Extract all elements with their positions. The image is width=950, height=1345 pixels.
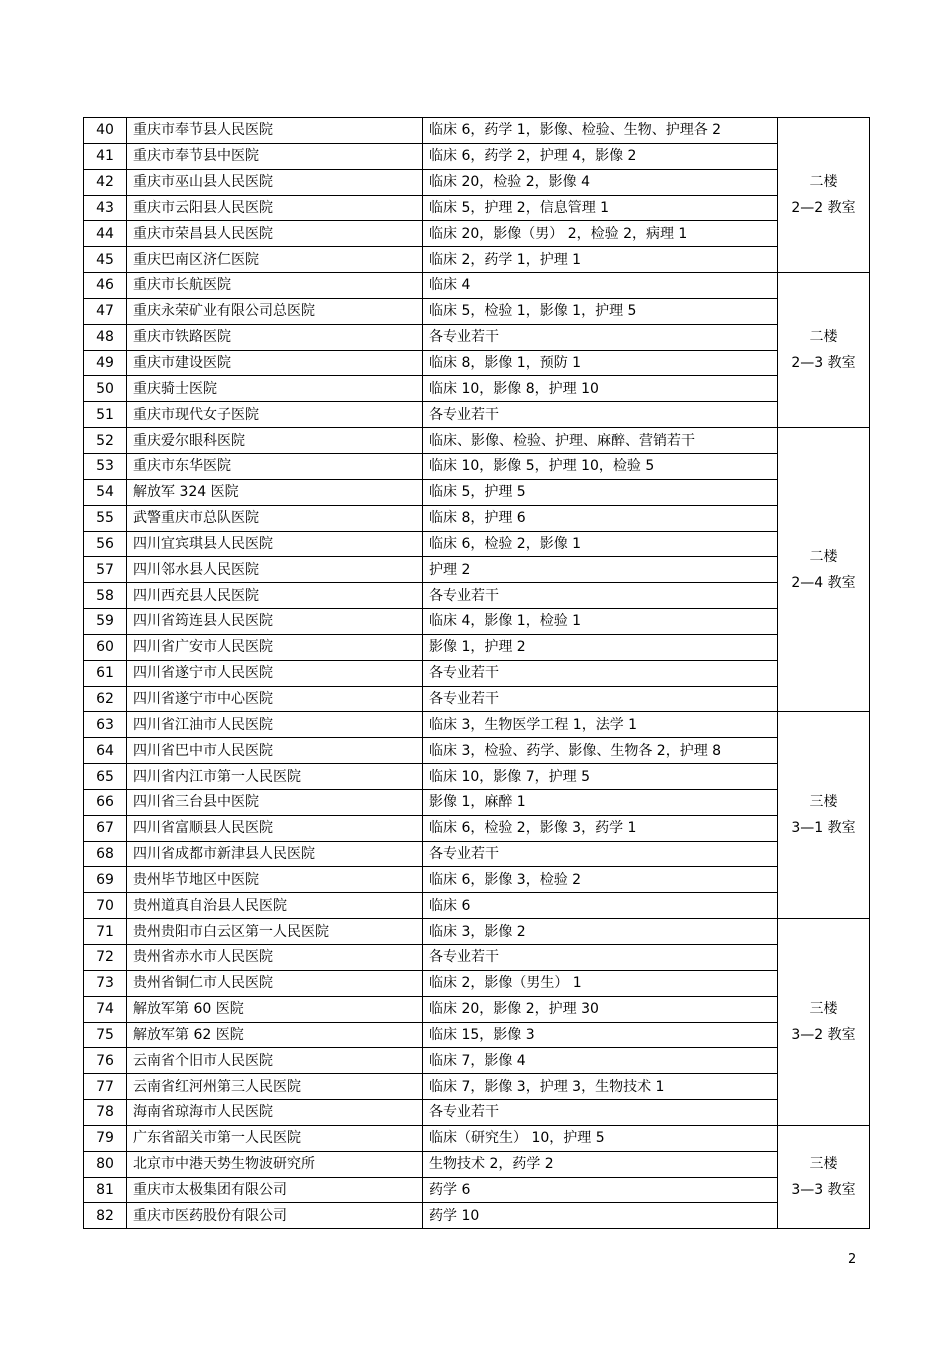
table-row: [84, 273, 870, 299]
row-number: 71: [84, 919, 127, 945]
hospital-name: 重庆市云阳县人民医院: [127, 195, 423, 221]
table-row: [84, 945, 870, 971]
table-row: [84, 118, 870, 144]
row-number: 72: [84, 945, 127, 971]
recruitment-demand: 临床 6，影像 3，检验 2: [423, 867, 778, 893]
recruitment-demand: 临床 2，影像（男生） 1: [423, 970, 778, 996]
room-location: [778, 273, 870, 428]
recruitment-demand: 临床（研究生） 10，护理 5: [423, 1125, 778, 1151]
recruitment-demand: 各专业若干: [423, 402, 778, 428]
recruitment-demand: 临床 10，影像 7，护理 5: [423, 764, 778, 790]
table-row: [84, 764, 870, 790]
table-row: [84, 1100, 870, 1126]
table-row: [84, 324, 870, 350]
room-floor: 二楼: [809, 174, 838, 191]
row-number: 62: [84, 686, 127, 712]
hospital-name: 武警重庆市总队医院: [127, 505, 423, 531]
recruitment-demand: 临床 6，检验 2，影像 1: [423, 531, 778, 557]
table-row: [84, 996, 870, 1022]
recruitment-demand: 临床 6: [423, 893, 778, 919]
table-row: [84, 660, 870, 686]
table-row: [84, 350, 870, 376]
recruitment-demand: 临床 6，药学 2，护理 4，影像 2: [423, 143, 778, 169]
hospital-name: 云南省个旧市人民医院: [127, 1048, 423, 1074]
hospital-name: 重庆市奉节县中医院: [127, 143, 423, 169]
table-row: [84, 376, 870, 402]
recruitment-demand: 各专业若干: [423, 583, 778, 609]
row-number: 80: [84, 1151, 127, 1177]
room-location: [778, 712, 870, 919]
hospital-name: 重庆市现代女子医院: [127, 402, 423, 428]
hospital-name: 解放军 324 医院: [127, 479, 423, 505]
row-number: 44: [84, 221, 127, 247]
row-number: 54: [84, 479, 127, 505]
row-number: 60: [84, 634, 127, 660]
recruitment-demand: 临床 20，检验 2，影像 4: [423, 169, 778, 195]
table-row: [84, 815, 870, 841]
table-row: [84, 428, 870, 454]
row-number: 70: [84, 893, 127, 919]
room-location: [778, 118, 870, 273]
recruitment-demand: 临床 4: [423, 273, 778, 299]
table-row: [84, 789, 870, 815]
row-number: 43: [84, 195, 127, 221]
recruitment-demand: 临床 5，护理 5: [423, 479, 778, 505]
recruitment-demand: 影像 1，护理 2: [423, 634, 778, 660]
table-row: [84, 970, 870, 996]
hospital-name: 贵州省赤水市人民医院: [127, 945, 423, 971]
recruitment-demand: 各专业若干: [423, 841, 778, 867]
hospital-name: 贵州贵阳市白云区第一人民医院: [127, 919, 423, 945]
recruitment-demand: 影像 1，麻醉 1: [423, 789, 778, 815]
row-number: 49: [84, 350, 127, 376]
recruitment-demand: 护理 2: [423, 557, 778, 583]
hospital-name: 四川宜宾琪县人民医院: [127, 531, 423, 557]
recruitment-demand: 临床 6，检验 2，影像 3，药学 1: [423, 815, 778, 841]
row-number: 78: [84, 1100, 127, 1126]
row-number: 68: [84, 841, 127, 867]
table-row: [84, 841, 870, 867]
recruitment-demand: 临床 6，药学 1，影像、检验、生物、护理各 2: [423, 118, 778, 144]
row-number: 59: [84, 609, 127, 635]
table-row: [84, 1151, 870, 1177]
recruitment-demand: 临床 2，药学 1，护理 1: [423, 247, 778, 273]
hospital-name: 重庆爱尔眼科医院: [127, 428, 423, 454]
hospital-name: 四川省内江市第一人民医院: [127, 764, 423, 790]
hospital-name: 重庆市奉节县人民医院: [127, 118, 423, 144]
row-number: 82: [84, 1203, 127, 1229]
row-number: 79: [84, 1125, 127, 1151]
room-number: 3—3 教室: [791, 1182, 856, 1199]
recruitment-demand: 临床 8，影像 1，预防 1: [423, 350, 778, 376]
table-row: [84, 453, 870, 479]
row-number: 42: [84, 169, 127, 195]
hospital-name: 四川省遂宁市中心医院: [127, 686, 423, 712]
table-row: [84, 609, 870, 635]
hospital-name: 四川省富顺县人民医院: [127, 815, 423, 841]
hospital-name: 解放军第 62 医院: [127, 1022, 423, 1048]
hospital-name: 四川西充县人民医院: [127, 583, 423, 609]
table-row: [84, 531, 870, 557]
hospital-name: 重庆市建设医院: [127, 350, 423, 376]
table-row: [84, 634, 870, 660]
hospital-name: 重庆市巫山县人民医院: [127, 169, 423, 195]
row-number: 73: [84, 970, 127, 996]
recruitment-demand: 临床 20，影像 2，护理 30: [423, 996, 778, 1022]
room-location: [778, 428, 870, 712]
row-number: 65: [84, 764, 127, 790]
table-row: [84, 1074, 870, 1100]
table-row: [84, 505, 870, 531]
table-row: [84, 867, 870, 893]
room-location: [778, 1125, 870, 1228]
row-number: 56: [84, 531, 127, 557]
room-floor: 三楼: [809, 1156, 838, 1173]
row-number: 57: [84, 557, 127, 583]
table-row: [84, 298, 870, 324]
row-number: 63: [84, 712, 127, 738]
hospital-name: 云南省红河州第三人民医院: [127, 1074, 423, 1100]
hospital-name: 海南省琼海市人民医院: [127, 1100, 423, 1126]
hospital-name: 重庆市医药股份有限公司: [127, 1203, 423, 1229]
row-number: 52: [84, 428, 127, 454]
hospital-name: 解放军第 60 医院: [127, 996, 423, 1022]
hospital-name: 重庆市铁路医院: [127, 324, 423, 350]
table-row: [84, 686, 870, 712]
recruitment-demand: 各专业若干: [423, 686, 778, 712]
table-row: [84, 143, 870, 169]
table-row: [84, 1177, 870, 1203]
row-number: 55: [84, 505, 127, 531]
table-row: [84, 169, 870, 195]
row-number: 58: [84, 583, 127, 609]
table-row: [84, 919, 870, 945]
table-row: [84, 247, 870, 273]
row-number: 48: [84, 324, 127, 350]
room-number: 2—2 教室: [791, 200, 856, 217]
hospital-name: 北京市中港天势生物波研究所: [127, 1151, 423, 1177]
row-number: 45: [84, 247, 127, 273]
room-number: 2—4 教室: [791, 574, 856, 591]
recruitment-demand: 各专业若干: [423, 1100, 778, 1126]
table-row: [84, 402, 870, 428]
recruitment-demand: 临床 3，生物医学工程 1，法学 1: [423, 712, 778, 738]
row-number: 76: [84, 1048, 127, 1074]
room-number: 3—2 教室: [791, 1027, 856, 1044]
recruitment-demand: 药学 10: [423, 1203, 778, 1229]
hospital-name: 四川省江油市人民医院: [127, 712, 423, 738]
hospital-name: 广东省韶关市第一人民医院: [127, 1125, 423, 1151]
hospital-name: 贵州省铜仁市人民医院: [127, 970, 423, 996]
room-floor: 三楼: [809, 794, 838, 811]
recruitment-demand: 临床 7，影像 4: [423, 1048, 778, 1074]
row-number: 66: [84, 789, 127, 815]
schedule-table: [83, 117, 870, 1229]
hospital-name: 四川省筠连县人民医院: [127, 609, 423, 635]
hospital-name: 四川省三台县中医院: [127, 789, 423, 815]
hospital-name: 四川省遂宁市人民医院: [127, 660, 423, 686]
recruitment-demand: 临床 10，影像 5，护理 10，检验 5: [423, 453, 778, 479]
recruitment-demand: 各专业若干: [423, 660, 778, 686]
hospital-name: 四川省巴中市人民医院: [127, 738, 423, 764]
row-number: 81: [84, 1177, 127, 1203]
recruitment-demand: 临床 7，影像 3，护理 3，生物技术 1: [423, 1074, 778, 1100]
hospital-name: 重庆永荣矿业有限公司总医院: [127, 298, 423, 324]
table-row: [84, 557, 870, 583]
recruitment-demand: 临床 10，影像 8，护理 10: [423, 376, 778, 402]
row-number: 69: [84, 867, 127, 893]
table-row: [84, 1022, 870, 1048]
room-floor: 二楼: [809, 548, 838, 565]
row-number: 47: [84, 298, 127, 324]
row-number: 75: [84, 1022, 127, 1048]
row-number: 50: [84, 376, 127, 402]
row-number: 40: [84, 118, 127, 144]
table-row: [84, 479, 870, 505]
recruitment-demand: 生物技术 2，药学 2: [423, 1151, 778, 1177]
hospital-name: 四川省广安市人民医院: [127, 634, 423, 660]
hospital-name: 重庆巴南区济仁医院: [127, 247, 423, 273]
row-number: 77: [84, 1074, 127, 1100]
row-number: 41: [84, 143, 127, 169]
hospital-name: 贵州道真自治县人民医院: [127, 893, 423, 919]
room-location: [778, 919, 870, 1126]
table-row: [84, 1125, 870, 1151]
table-row: [84, 583, 870, 609]
recruitment-demand: 临床 15，影像 3: [423, 1022, 778, 1048]
schedule-table-body: [84, 118, 870, 1229]
recruitment-demand: 临床、影像、检验、护理、麻醉、营销若干: [423, 428, 778, 454]
hospital-name: 四川省成都市新津县人民医院: [127, 841, 423, 867]
row-number: 61: [84, 660, 127, 686]
table-row: [84, 221, 870, 247]
recruitment-demand: 临床 5，护理 2，信息管理 1: [423, 195, 778, 221]
room-number: 3—1 教室: [791, 820, 856, 837]
recruitment-demand: 各专业若干: [423, 945, 778, 971]
table-row: [84, 1203, 870, 1229]
row-number: 67: [84, 815, 127, 841]
recruitment-demand: 临床 3，检验、药学、影像、生物各 2，护理 8: [423, 738, 778, 764]
recruitment-demand: 药学 6: [423, 1177, 778, 1203]
hospital-name: 四川邻水县人民医院: [127, 557, 423, 583]
row-number: 53: [84, 453, 127, 479]
hospital-name: 重庆市太极集团有限公司: [127, 1177, 423, 1203]
room-number: 2—3 教室: [791, 355, 856, 372]
hospital-name: 重庆市长航医院: [127, 273, 423, 299]
table-row: [84, 738, 870, 764]
row-number: 51: [84, 402, 127, 428]
recruitment-demand: 临床 5，检验 1，影像 1，护理 5: [423, 298, 778, 324]
recruitment-demand: 临床 8，护理 6: [423, 505, 778, 531]
recruitment-demand: 临床 4，影像 1，检验 1: [423, 609, 778, 635]
hospital-name: 贵州毕节地区中医院: [127, 867, 423, 893]
hospital-name: 重庆骑士医院: [127, 376, 423, 402]
table-row: [84, 893, 870, 919]
recruitment-demand: 临床 3，影像 2: [423, 919, 778, 945]
room-floor: 三楼: [809, 1001, 838, 1018]
hospital-name: 重庆市东华医院: [127, 453, 423, 479]
row-number: 64: [84, 738, 127, 764]
room-floor: 二楼: [809, 329, 838, 346]
recruitment-demand: 临床 20，影像（男） 2，检验 2，病理 1: [423, 221, 778, 247]
table-row: [84, 195, 870, 221]
hospital-name: 重庆市荣昌县人民医院: [127, 221, 423, 247]
table-row: [84, 1048, 870, 1074]
page-number: 2: [848, 1252, 857, 1267]
row-number: 74: [84, 996, 127, 1022]
recruitment-demand: 各专业若干: [423, 324, 778, 350]
row-number: 46: [84, 273, 127, 299]
table-row: [84, 712, 870, 738]
